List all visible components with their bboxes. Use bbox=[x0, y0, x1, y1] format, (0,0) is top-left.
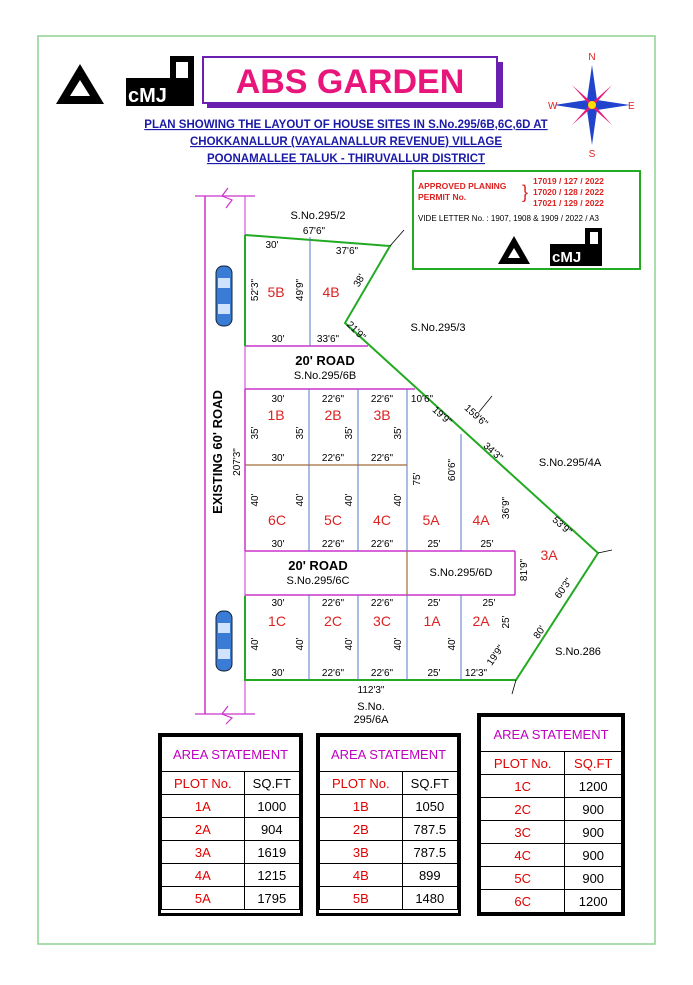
col-sqft: SQ.FT bbox=[402, 772, 457, 795]
sqft: 1619 bbox=[244, 841, 299, 864]
dim: 37'6" bbox=[335, 246, 359, 257]
dim: 30' bbox=[271, 668, 285, 679]
approval-logo-text: cMJ bbox=[552, 249, 582, 266]
dim: 30' bbox=[271, 334, 285, 345]
table-row bbox=[320, 864, 458, 887]
area-table-b bbox=[316, 733, 461, 916]
plot-no: 5A bbox=[162, 887, 245, 910]
plot-5B: 5B bbox=[267, 284, 285, 300]
sqft: 1795 bbox=[244, 887, 299, 910]
plot-no: 2B bbox=[320, 818, 403, 841]
tick bbox=[512, 680, 516, 694]
developer-logo bbox=[56, 56, 194, 107]
plot-no: 5C bbox=[481, 867, 565, 890]
approval-label-1: APPROVED PLANING bbox=[418, 181, 507, 191]
dim: 19'9" bbox=[429, 404, 454, 428]
dim: 60'3" bbox=[553, 576, 575, 601]
table-row bbox=[320, 795, 458, 818]
car-icon bbox=[216, 611, 232, 671]
logo-text: cMJ bbox=[128, 85, 167, 107]
sqft: 900 bbox=[565, 798, 622, 821]
subtitle-line-1: PLAN SHOWING THE LAYOUT OF HOUSE SITES IN S.No.295/6B,6C,6D AT bbox=[144, 119, 548, 131]
sqft: 900 bbox=[565, 821, 622, 844]
plot-no: 4C bbox=[481, 844, 565, 867]
plot-4C: 4C bbox=[373, 512, 391, 528]
plot-no: 1C bbox=[481, 775, 565, 798]
table-row bbox=[481, 867, 622, 890]
sqft: 787.5 bbox=[402, 818, 457, 841]
dim: 36'9" bbox=[501, 496, 512, 520]
table-row bbox=[481, 775, 622, 798]
dim: 159'6" bbox=[461, 402, 490, 430]
plot-6C: 6C bbox=[268, 512, 286, 528]
compass-s: S bbox=[588, 149, 596, 160]
table-row bbox=[481, 844, 622, 867]
plot-5C: 5C bbox=[324, 512, 342, 528]
area-table-caption: AREA STATEMENT bbox=[481, 717, 622, 752]
sqft: 787.5 bbox=[402, 841, 457, 864]
dim: 25' bbox=[427, 668, 441, 679]
plot-3A: 3A bbox=[540, 547, 558, 563]
dim: 22'6" bbox=[370, 453, 394, 464]
tick bbox=[390, 230, 404, 246]
survey-bottom-295: 295/6A bbox=[353, 714, 389, 726]
dim: 22'6" bbox=[321, 668, 345, 679]
tick bbox=[479, 396, 492, 412]
dim: 40' bbox=[344, 637, 355, 651]
approval-brace: } bbox=[522, 182, 529, 202]
dim: 60'6" bbox=[447, 458, 458, 482]
compass-e: E bbox=[628, 101, 635, 112]
subtitle-line-2: CHOKKANALLUR (VAYALANALLUR REVENUE) VILLAGE bbox=[190, 136, 502, 148]
sqft: 1000 bbox=[244, 795, 299, 818]
dim: 35' bbox=[250, 426, 261, 440]
dim: 38' bbox=[351, 272, 368, 290]
plot-1C: 1C bbox=[268, 613, 286, 629]
dim: 40' bbox=[344, 493, 355, 507]
dim: 112'3" bbox=[357, 685, 385, 696]
sqft: 1050 bbox=[402, 795, 457, 818]
dim: 10'6" bbox=[410, 394, 434, 405]
sqft: 900 bbox=[565, 844, 622, 867]
dim: 25' bbox=[427, 598, 441, 609]
permit-3: 17021 / 129 / 2022 bbox=[533, 198, 604, 208]
dim: 40' bbox=[295, 493, 306, 507]
col-plot-no: PLOT No. bbox=[481, 752, 565, 775]
col-sqft: SQ.FT bbox=[565, 752, 622, 775]
dim: 33'6" bbox=[316, 334, 340, 345]
table-row bbox=[162, 795, 300, 818]
compass-rose-icon bbox=[554, 65, 630, 145]
plot-4A: 4A bbox=[472, 512, 490, 528]
plot-5A: 5A bbox=[422, 512, 440, 528]
sqft: 899 bbox=[402, 864, 457, 887]
col-plot-no: PLOT No. bbox=[320, 772, 403, 795]
table-row bbox=[162, 864, 300, 887]
dim: 30' bbox=[265, 240, 279, 251]
plot-no: 3B bbox=[320, 841, 403, 864]
survey-bottom-sno: S.No. bbox=[357, 701, 385, 713]
dim: 40' bbox=[393, 637, 404, 651]
road1-label: 20' ROAD bbox=[295, 353, 355, 368]
col-plot-no: PLOT No. bbox=[162, 772, 245, 795]
survey-top: S.No.295/2 bbox=[290, 210, 346, 222]
dim: 34'3" bbox=[480, 440, 505, 464]
break-mark-top bbox=[222, 188, 232, 208]
dim: 22'6" bbox=[321, 539, 345, 550]
dim: 67'6" bbox=[302, 226, 326, 237]
col-sqft: SQ.FT bbox=[244, 772, 299, 795]
dim: 75' bbox=[412, 472, 423, 486]
permit-1: 17019 / 127 / 2022 bbox=[533, 176, 604, 186]
dim: 21'9" bbox=[344, 319, 368, 343]
existing-road-label: EXISTING 60' ROAD bbox=[210, 390, 225, 514]
compass-n: N bbox=[588, 52, 596, 63]
plot-no: 4B bbox=[320, 864, 403, 887]
survey-295-6d: S.No.295/6D bbox=[429, 567, 493, 579]
sqft: 1200 bbox=[565, 890, 622, 913]
sqft: 904 bbox=[244, 818, 299, 841]
table-row bbox=[162, 818, 300, 841]
survey-295-4a: S.No.295/4A bbox=[538, 457, 602, 469]
dim: 25' bbox=[482, 598, 496, 609]
dim: 80' bbox=[531, 624, 549, 642]
area-table-caption: AREA STATEMENT bbox=[320, 737, 458, 772]
sqft: 1200 bbox=[565, 775, 622, 798]
dim: 22'6" bbox=[370, 598, 394, 609]
project-title: ABS GARDEN bbox=[235, 63, 465, 101]
dim: 22'6" bbox=[370, 668, 394, 679]
dim: 22'6" bbox=[321, 453, 345, 464]
dim: 25' bbox=[480, 539, 494, 550]
dim: 207'3" bbox=[232, 448, 243, 476]
dim: 19'9" bbox=[485, 643, 507, 668]
area-table-caption: AREA STATEMENT bbox=[162, 737, 300, 772]
road2-sno: S.No.295/6C bbox=[286, 575, 350, 587]
plot-1B: 1B bbox=[267, 407, 285, 423]
car-icon bbox=[216, 266, 232, 326]
dim: 35' bbox=[295, 426, 306, 440]
plot-no: 2C bbox=[481, 798, 565, 821]
dim: 52'3" bbox=[250, 278, 261, 302]
road1-sno: S.No.295/6B bbox=[293, 370, 357, 382]
dim: 22'6" bbox=[321, 598, 345, 609]
plot-no: 1B bbox=[320, 795, 403, 818]
dim: 40' bbox=[295, 637, 306, 651]
table-row bbox=[162, 887, 300, 910]
plot-4B: 4B bbox=[322, 284, 340, 300]
dim: 22'6" bbox=[370, 539, 394, 550]
dim: 49'9" bbox=[295, 278, 306, 302]
survey-295-3: S.No.295/3 bbox=[410, 322, 466, 334]
dim: 12'3" bbox=[464, 668, 488, 679]
subtitle-line-3: POONAMALLEE TALUK - THIRUVALLUR DISTRICT bbox=[206, 153, 486, 165]
survey-286: S.No.286 bbox=[555, 646, 601, 658]
dim: 22'6" bbox=[370, 394, 394, 405]
dim: 40' bbox=[250, 493, 261, 507]
road2-label: 20' ROAD bbox=[288, 558, 348, 573]
dim: 53'9" bbox=[549, 514, 574, 538]
dim: 40' bbox=[447, 637, 458, 651]
plot-no: 5B bbox=[320, 887, 403, 910]
plot-2B: 2B bbox=[324, 407, 342, 423]
permit-2: 17020 / 128 / 2022 bbox=[533, 187, 604, 197]
area-table-c bbox=[477, 713, 625, 916]
sqft: 1480 bbox=[402, 887, 457, 910]
plot-2C: 2C bbox=[324, 613, 342, 629]
plot-no: 3A bbox=[162, 841, 245, 864]
table-row bbox=[481, 890, 622, 913]
table-row bbox=[162, 841, 300, 864]
area-table-a bbox=[158, 733, 303, 916]
dim: 40' bbox=[250, 637, 261, 651]
dim: 35' bbox=[344, 426, 355, 440]
plot-no: 4A bbox=[162, 864, 245, 887]
plot-3C: 3C bbox=[373, 613, 391, 629]
dim: 40' bbox=[393, 493, 404, 507]
approval-label-2: PERMIT No. bbox=[418, 192, 467, 202]
tick bbox=[598, 550, 612, 553]
dim: 25' bbox=[427, 539, 441, 550]
sqft: 1215 bbox=[244, 864, 299, 887]
plot-1A: 1A bbox=[423, 613, 441, 629]
vide-letter: VIDE LETTER No. : 1907, 1908 & 1909 / 2022 / A3 bbox=[418, 214, 599, 223]
table-row bbox=[320, 841, 458, 864]
dim: 22'6" bbox=[321, 394, 345, 405]
dim: 35' bbox=[393, 426, 404, 440]
plot-no: 1A bbox=[162, 795, 245, 818]
table-row bbox=[481, 821, 622, 844]
dim: 30' bbox=[271, 394, 285, 405]
table-row bbox=[481, 798, 622, 821]
plot-no: 6C bbox=[481, 890, 565, 913]
table-row bbox=[320, 887, 458, 910]
dim: 30' bbox=[271, 598, 285, 609]
plot-3B: 3B bbox=[373, 407, 391, 423]
plot-no: 2A bbox=[162, 818, 245, 841]
plot-no: 3C bbox=[481, 821, 565, 844]
dim: 25' bbox=[501, 615, 512, 629]
dim: 81'9" bbox=[519, 558, 530, 582]
compass-w: W bbox=[548, 101, 558, 112]
sqft: 900 bbox=[565, 867, 622, 890]
plot-2A: 2A bbox=[472, 613, 490, 629]
dim: 30' bbox=[271, 539, 285, 550]
table-row bbox=[320, 818, 458, 841]
break-mark-bottom bbox=[222, 706, 232, 724]
dim: 30' bbox=[271, 453, 285, 464]
